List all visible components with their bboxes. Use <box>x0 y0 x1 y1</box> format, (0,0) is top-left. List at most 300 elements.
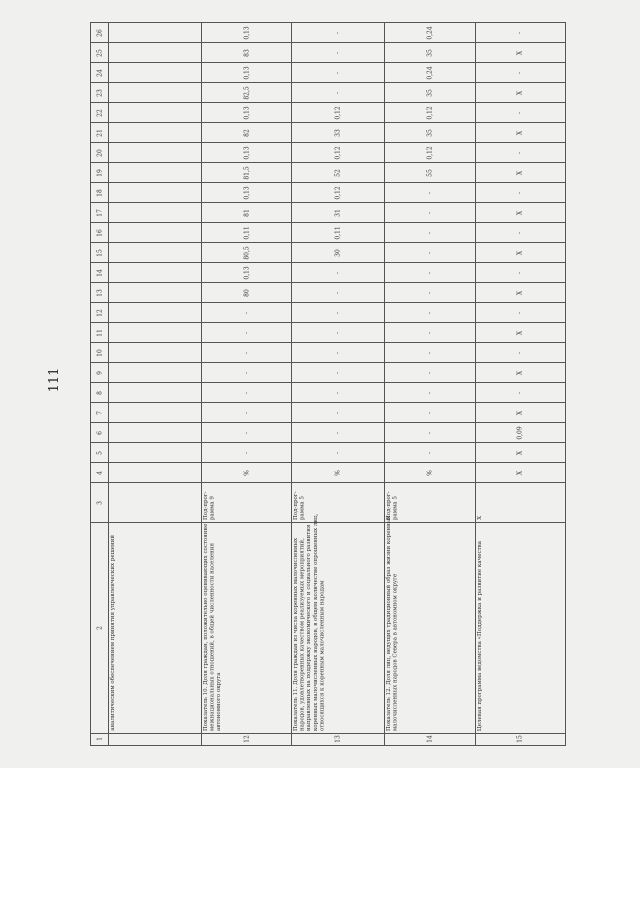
table-cell <box>201 363 291 383</box>
cell-value: - <box>426 351 434 354</box>
table-cell <box>109 243 202 263</box>
table-cell <box>385 463 475 483</box>
cell-value: 0,24 <box>426 65 434 80</box>
column-number-label: 22 <box>96 108 104 117</box>
column-number-label: 13 <box>96 288 104 297</box>
cell-value: - <box>334 371 342 374</box>
table-cell <box>109 463 202 483</box>
cell-value: 0,12 <box>334 105 342 120</box>
column-number-label: 24 <box>96 68 104 77</box>
table-cell <box>201 343 291 363</box>
data-table <box>90 22 566 746</box>
cell-value: - <box>334 91 342 94</box>
table-cell <box>292 263 385 283</box>
table-cell <box>385 23 475 43</box>
table-cell <box>109 223 202 243</box>
cell-value: - <box>516 391 524 394</box>
table-cell <box>201 323 291 343</box>
cell-value: - <box>334 271 342 274</box>
indicator-description <box>386 511 473 731</box>
cell-value: - <box>334 311 342 314</box>
table-cell <box>475 23 566 43</box>
table-cell <box>109 203 202 223</box>
table-cell <box>109 43 202 63</box>
table-cell <box>475 303 566 323</box>
table-cell <box>201 243 291 263</box>
column-number-label: 9 <box>96 370 104 375</box>
cell-value: - <box>243 351 251 354</box>
table-cell <box>109 423 202 443</box>
table-cell <box>385 203 475 223</box>
table-cell <box>385 323 475 343</box>
column-number <box>91 283 109 303</box>
column-number <box>91 243 109 263</box>
table-cell <box>292 23 385 43</box>
table-cell <box>109 123 202 143</box>
column-number <box>91 733 109 745</box>
cell-value: - <box>334 71 342 74</box>
table-cell <box>201 43 291 63</box>
cell-value: X <box>516 290 524 295</box>
indicator-description-text: Показатель 11. Доля граждан из числа коренных малочисленных народов, удовлетворенных качеством реализуемых мероприятий, направленных на поддержку экономического и социального развития коренных малочисленных народов, в общем количестве опрошенных лиц, относящихся к коренным малочисленным народам <box>293 513 326 731</box>
table-cell <box>385 443 475 463</box>
column-number-label: 1 <box>96 737 104 742</box>
table-cell <box>385 123 475 143</box>
table-cell <box>292 363 385 383</box>
table-cell <box>109 523 202 733</box>
cell-value: - <box>426 451 434 454</box>
cell-value: - <box>516 151 524 154</box>
column-number <box>91 443 109 463</box>
column-number <box>91 163 109 183</box>
cell-value: - <box>334 291 342 294</box>
row-number: 14 <box>426 735 434 744</box>
cell-value: 0,24 <box>426 25 434 40</box>
table-cell <box>385 223 475 243</box>
table-cell <box>201 103 291 123</box>
table-cell <box>109 323 202 343</box>
table-cell <box>385 43 475 63</box>
table-cell <box>109 143 202 163</box>
table-cell <box>475 733 566 745</box>
column-number-label: 21 <box>96 128 104 137</box>
table-line-col-2 <box>91 523 566 733</box>
cell-value: 82,5 <box>243 85 251 100</box>
cell-value: % <box>426 469 434 476</box>
table-cell <box>201 223 291 243</box>
table-cell <box>475 43 566 63</box>
table-cell <box>292 343 385 363</box>
table-cell <box>292 323 385 343</box>
table-cell <box>385 183 475 203</box>
table-cell <box>475 423 566 443</box>
table-cell <box>201 523 291 733</box>
table-cell <box>292 203 385 223</box>
column-number <box>91 343 109 363</box>
cell-value: - <box>516 71 524 74</box>
column-number-label: 25 <box>96 48 104 57</box>
table-cell <box>385 163 475 183</box>
table-cell <box>385 363 475 383</box>
cell-value: - <box>426 431 434 434</box>
cell-value: - <box>516 311 524 314</box>
cell-value: - <box>426 311 434 314</box>
column-number-label: 17 <box>96 208 104 217</box>
indicator-description-text: Показатель 10. Доля граждан, положительно оценивающих состояние межнациональных отношений, в общей численности населения автономного округа <box>202 523 223 731</box>
cell-value: 0,11 <box>243 225 251 240</box>
table-line-col-25 <box>91 43 566 63</box>
table-cell <box>201 143 291 163</box>
cell-value: - <box>426 391 434 394</box>
column-number <box>91 403 109 423</box>
table-line-col-16 <box>91 223 566 243</box>
table-cell <box>109 483 202 523</box>
table-line-col-12 <box>91 303 566 323</box>
cell-value: - <box>334 351 342 354</box>
column-number <box>91 423 109 443</box>
table-cell <box>109 183 202 203</box>
column-number-label: 19 <box>96 168 104 177</box>
column-number <box>91 63 109 83</box>
table-cell <box>385 83 475 103</box>
cell-value: X <box>516 130 524 135</box>
column-number <box>91 463 109 483</box>
column-number-label: 2 <box>96 626 104 630</box>
cell-value: 0,11 <box>334 225 342 240</box>
cell-value: % <box>243 469 251 476</box>
column-number-label: 3 <box>96 500 104 505</box>
table-cell <box>292 123 385 143</box>
cell-value: X <box>516 50 524 55</box>
table-cell <box>385 383 475 403</box>
table-cell <box>475 483 566 523</box>
table-line-col-1 <box>91 733 566 745</box>
cell-value: X <box>516 450 524 455</box>
indicator-description <box>293 511 383 731</box>
column-number-label: 8 <box>96 390 104 395</box>
table-line-col-21 <box>91 123 566 143</box>
column-number <box>91 523 109 733</box>
cell-value: - <box>334 391 342 394</box>
table-line-col-14 <box>91 263 566 283</box>
table-cell <box>109 283 202 303</box>
table-cell <box>292 403 385 423</box>
table-cell <box>385 283 475 303</box>
cell-value: - <box>426 231 434 234</box>
column-number <box>91 303 109 323</box>
table-cell <box>109 83 202 103</box>
column-number <box>91 383 109 403</box>
cell-value: - <box>243 451 251 454</box>
table-cell <box>475 523 566 733</box>
table-cell <box>109 163 202 183</box>
table-cell <box>201 403 291 423</box>
cell-value: - <box>334 431 342 434</box>
cell-value: 35 <box>426 48 434 57</box>
cell-value: - <box>334 331 342 334</box>
table-cell <box>292 103 385 123</box>
table-cell <box>385 343 475 363</box>
column-number-label: 18 <box>96 188 104 197</box>
column-number <box>91 83 109 103</box>
column-number <box>91 143 109 163</box>
column-number-label: 4 <box>96 470 104 475</box>
table-cell <box>201 383 291 403</box>
table-line-col-9 <box>91 363 566 383</box>
table-cell <box>201 23 291 43</box>
cell-value: X <box>516 170 524 175</box>
table-cell <box>109 403 202 423</box>
table-cell <box>292 423 385 443</box>
cell-value: - <box>334 51 342 54</box>
column-number-label: 15 <box>96 248 104 257</box>
cell-value: 0,12 <box>334 145 342 160</box>
table-cell <box>201 443 291 463</box>
cell-value: 0,12 <box>426 105 434 120</box>
column-number <box>91 223 109 243</box>
indicator-description-text: аналитическим обеспечением принятия управленческих решений <box>110 534 117 731</box>
cell-value: - <box>426 291 434 294</box>
column-number-label: 11 <box>96 328 104 337</box>
table-cell <box>385 423 475 443</box>
cell-value: 0,13 <box>243 266 251 280</box>
table-cell <box>475 463 566 483</box>
table-cell <box>292 163 385 183</box>
cell-value: - <box>243 311 251 314</box>
cell-value: 82 <box>243 128 251 137</box>
cell-value: 0,13 <box>243 145 251 160</box>
table-cell <box>201 203 291 223</box>
cell-value: 35 <box>426 88 434 97</box>
table-cell <box>201 283 291 303</box>
indicator-description-text: Целевая программа ведомства «Поддержка и развитие качества <box>476 540 483 731</box>
cell-value: X <box>516 250 524 255</box>
cell-value: - <box>426 211 434 214</box>
column-number-label: 5 <box>96 450 104 455</box>
cell-value: - <box>243 331 251 334</box>
table-line-col-24 <box>91 63 566 83</box>
cell-value: - <box>243 411 251 414</box>
table-line-col-4 <box>91 463 566 483</box>
column-number <box>91 123 109 143</box>
column-number-label: 10 <box>96 348 104 357</box>
table-cell <box>385 143 475 163</box>
table-line-col-17 <box>91 203 566 223</box>
cell-value: 30 <box>334 248 342 257</box>
table-line-col-7 <box>91 403 566 423</box>
column-number <box>91 203 109 223</box>
table-cell <box>292 83 385 103</box>
column-number-label: 26 <box>96 28 104 37</box>
cell-value: - <box>426 271 434 274</box>
cell-value: X <box>516 370 524 375</box>
row-number: 15 <box>516 735 524 744</box>
table-cell <box>475 403 566 423</box>
table-line-col-11 <box>91 323 566 343</box>
indicator-source-text: X <box>476 516 483 521</box>
table-cell <box>292 63 385 83</box>
table-cell <box>201 83 291 103</box>
cell-value: X <box>516 330 524 335</box>
cell-value: 83 <box>243 48 251 57</box>
cell-value: - <box>243 371 251 374</box>
table-cell <box>385 515 475 733</box>
column-number-label: 6 <box>96 430 104 435</box>
column-number <box>91 183 109 203</box>
table-cell <box>292 223 385 243</box>
indicator-description <box>110 535 200 731</box>
cell-value: X <box>516 470 524 475</box>
table-cell <box>109 383 202 403</box>
table-cell <box>385 243 475 263</box>
cell-value: - <box>243 391 251 394</box>
table-cell <box>292 283 385 303</box>
table-cell <box>201 423 291 443</box>
table-cell <box>201 183 291 203</box>
indicator-description-text: Показатель 12. Доля лиц, ведущих традиционный образ жизни коренных малочисленных народов Севера в автономном округе <box>386 515 399 731</box>
cell-value: - <box>426 191 434 194</box>
table-cell <box>201 463 291 483</box>
table-line-col-26 <box>91 23 566 43</box>
table-cell <box>109 263 202 283</box>
cell-value: 80 <box>243 288 251 297</box>
cell-value: - <box>516 31 524 34</box>
cell-value: 0,13 <box>243 185 251 200</box>
column-number-label: 20 <box>96 148 104 157</box>
table-cell <box>292 513 385 733</box>
table-line-col-18 <box>91 183 566 203</box>
cell-value: - <box>334 31 342 34</box>
table-cell <box>385 263 475 283</box>
table-line-col-23 <box>91 83 566 103</box>
column-number <box>91 263 109 283</box>
cell-value: 35 <box>426 128 434 137</box>
table-cell <box>475 203 566 223</box>
cell-value: X <box>516 410 524 415</box>
table-cell <box>475 363 566 383</box>
row-number: 13 <box>334 735 342 744</box>
indicator-description <box>203 511 290 731</box>
cell-value: - <box>516 351 524 354</box>
cell-value: 0,13 <box>243 25 251 40</box>
indicator-table <box>90 22 566 746</box>
table-line-col-22 <box>91 103 566 123</box>
table-cell <box>475 143 566 163</box>
cell-value: - <box>516 111 524 114</box>
table-cell <box>201 733 291 745</box>
cell-value: 81 <box>243 208 251 217</box>
cell-value: 0,12 <box>334 185 342 200</box>
cell-value: - <box>334 451 342 454</box>
table-cell <box>475 243 566 263</box>
cell-value: - <box>426 411 434 414</box>
column-number <box>91 363 109 383</box>
table-cell <box>109 363 202 383</box>
table-cell <box>109 63 202 83</box>
cell-value: - <box>426 371 434 374</box>
cell-value: 33 <box>334 128 342 137</box>
table-cell <box>475 63 566 83</box>
column-number-label: 23 <box>96 88 104 97</box>
table-line-col-20 <box>91 143 566 163</box>
table-cell <box>475 443 566 463</box>
column-number <box>91 323 109 343</box>
column-number-label: 14 <box>96 268 104 277</box>
cell-value: - <box>516 191 524 194</box>
table-line-col-13 <box>91 283 566 303</box>
table-cell <box>109 443 202 463</box>
cell-value: 52 <box>334 168 342 177</box>
page-number: 111 <box>47 367 62 393</box>
table-cell <box>109 303 202 323</box>
column-number-label: 7 <box>96 410 104 415</box>
table-line-col-10 <box>91 343 566 363</box>
column-number <box>91 103 109 123</box>
cell-value: X <box>516 210 524 215</box>
indicator-source-text: Под-прог-рамма 5 <box>293 491 306 521</box>
cell-value: 31 <box>334 208 342 217</box>
cell-value: 0,12 <box>426 145 434 160</box>
table-cell <box>475 323 566 343</box>
cell-value: X <box>516 90 524 95</box>
table-cell <box>292 443 385 463</box>
table-cell <box>292 303 385 323</box>
table-cell <box>292 183 385 203</box>
table-cell <box>292 43 385 63</box>
table-line-col-19 <box>91 163 566 183</box>
cell-value: - <box>426 331 434 334</box>
table-cell <box>385 403 475 423</box>
table-cell <box>109 23 202 43</box>
row-number: 12 <box>243 735 251 744</box>
table-cell <box>475 343 566 363</box>
table-cell <box>385 733 475 745</box>
cell-value: 0,13 <box>243 65 251 80</box>
cell-value: - <box>516 271 524 274</box>
column-number <box>91 23 109 43</box>
table-cell <box>109 733 202 745</box>
table-cell <box>201 163 291 183</box>
indicator-description <box>477 541 565 731</box>
cell-value: 55 <box>426 168 434 177</box>
table-cell <box>201 263 291 283</box>
table-cell <box>385 303 475 323</box>
table-cell <box>475 163 566 183</box>
table-line-col-15 <box>91 243 566 263</box>
cell-value: - <box>426 251 434 254</box>
column-number-label: 16 <box>96 228 104 237</box>
cell-value: 80,5 <box>243 245 251 260</box>
cell-value: - <box>243 431 251 434</box>
table-cell <box>475 383 566 403</box>
table-cell <box>292 143 385 163</box>
column-number-label: 12 <box>96 308 104 317</box>
table-cell <box>475 223 566 243</box>
cell-value: 0,09 <box>516 426 524 440</box>
table-cell <box>475 263 566 283</box>
table-cell <box>109 103 202 123</box>
cell-value: - <box>516 231 524 234</box>
table-cell <box>475 283 566 303</box>
indicator-source-text: Под-прог-рамма 9 <box>202 491 216 521</box>
table-cell <box>292 733 385 745</box>
table-cell <box>201 123 291 143</box>
table-cell <box>201 303 291 323</box>
table-cell <box>109 343 202 363</box>
table-cell <box>292 243 385 263</box>
indicator-source <box>477 516 565 520</box>
column-number <box>91 43 109 63</box>
